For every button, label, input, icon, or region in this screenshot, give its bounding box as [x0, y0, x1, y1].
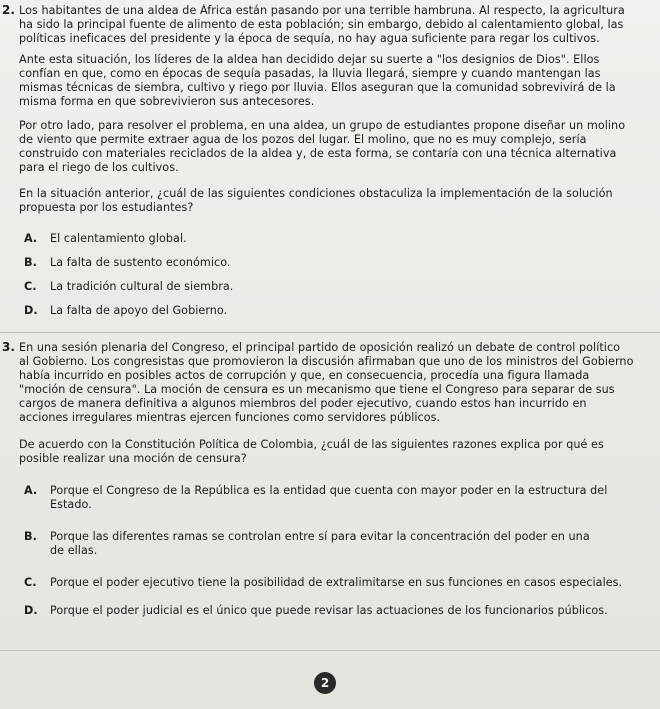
q2-stem-line: ha sido la principal fuente de alimento de esta población; sin embargo, debido al calentamiento global, las [19, 18, 624, 31]
q3-stem-line: al Gobierno. Los congresistas que promovieron la discusión afirmaban que uno de los ministros del Gobierno [19, 355, 634, 368]
option-letter: D. [24, 304, 38, 317]
q3-stem-line: En una sesión plenaria del Congreso, el principal partido de oposición realizó un debate de control político [19, 341, 621, 354]
q2-option-b[interactable] [24, 256, 231, 270]
option-text: La tradición cultural de siembra. [50, 280, 234, 293]
q2-stem-line: políticas ineficaces del presidente y la época de sequía, no hay agua suficiente para regar los cultivos. [19, 32, 600, 45]
q2-paragraph-line: construido con materiales reciclados de la aldea y, de esta forma, se contaría con una técnica alternativa [19, 147, 617, 160]
option-text: Porque el poder judicial es el único que puede revisar las actuaciones de los funcionarios públicos. [50, 604, 608, 617]
q2-paragraph-line: mismas técnicas de siembra, cultivo y riego por lluvia. Ellos aseguran que la comunidad sobrevivirá de la [19, 81, 616, 94]
q2-paragraph-line: confían en que, como en épocas de sequía pasadas, la lluvia llegará, siempre y cuando mantengan las [19, 67, 601, 80]
option-text: La falta de sustento económico. [50, 256, 231, 269]
option-letter: B. [24, 530, 37, 543]
option-text: Porque el Congreso de la República es la entidad que cuenta con mayor poder en la estructura del [50, 484, 608, 497]
option-text: Porque las diferentes ramas se controlan entre sí para evitar la concentración del poder en una [50, 530, 590, 543]
option-letter: C. [24, 280, 37, 293]
q2-question-line: propuesta por los estudiantes? [19, 201, 194, 214]
q2-stem-line: Los habitantes de una aldea de África están pasando por una terrible hambruna. Al respecto, la agricultura [19, 4, 625, 17]
option-letter: A. [24, 484, 38, 497]
q2-question-line: En la situación anterior, ¿cuál de las siguientes condiciones obstaculiza la implementación de la solución [19, 187, 613, 200]
q2-paragraph-line: Por otro lado, para resolver el problema, en una aldea, un grupo de estudiantes propone diseñar un molino [19, 119, 626, 132]
q2-option-d[interactable] [24, 304, 227, 318]
q3-stem-line: acciones irregulares mientras ejercen funciones como servidores públicos. [19, 411, 441, 424]
question-3-number: 3. [2, 340, 16, 354]
q3-stem-line: había incurrido en posibles actos de corrupción y que, en consecuencia, procedía una figura llamada [19, 369, 590, 382]
q3-question-line: De acuerdo con la Constitución Política de Colombia, ¿cuál de las siguientes razones explica por qué es [19, 438, 604, 451]
q2-option-c[interactable] [24, 280, 233, 294]
option-text: Estado. [50, 498, 92, 511]
question-divider [0, 332, 660, 333]
option-text: Porque el poder ejecutivo tiene la posibilidad de extralimitarse en sus funciones en casos especiales. [50, 576, 623, 589]
option-letter: C. [24, 576, 37, 589]
option-letter: D. [24, 604, 38, 617]
option-letter: B. [24, 256, 37, 269]
q3-question-line: posible realizar una moción de censura? [19, 452, 247, 465]
q2-paragraph-line: Ante esta situación, los líderes de la aldea han decidido dejar su suerte a "los designios de Dios". Ellos [19, 53, 600, 66]
option-text: La falta de apoyo del Gobierno. [50, 304, 228, 317]
option-text: El calentamiento global. [50, 232, 187, 245]
q2-paragraph-line: de viento que permite extraer agua de los pozos del lugar. El molino, que no es muy complejo, sería [19, 133, 587, 146]
footer-divider [0, 650, 660, 651]
q2-paragraph-line: misma forma en que sobrevivieron sus antecesores. [19, 95, 315, 108]
q3-stem-line: cargos de manera definitiva a algunos miembros del poder ejecutivo, cuando estos han incurrido en [19, 397, 587, 410]
q2-paragraph-line: para el riego de los cultivos. [19, 161, 179, 174]
question-2-number: 2. [2, 3, 16, 17]
page-number-badge: 2 [314, 672, 336, 694]
q2-option-a[interactable] [24, 232, 187, 246]
q3-stem-line: "moción de censura". La moción de censura es un mecanismo que tiene el Congreso para separar de sus [19, 383, 615, 396]
option-letter: A. [24, 232, 38, 245]
option-text: de ellas. [50, 544, 98, 557]
